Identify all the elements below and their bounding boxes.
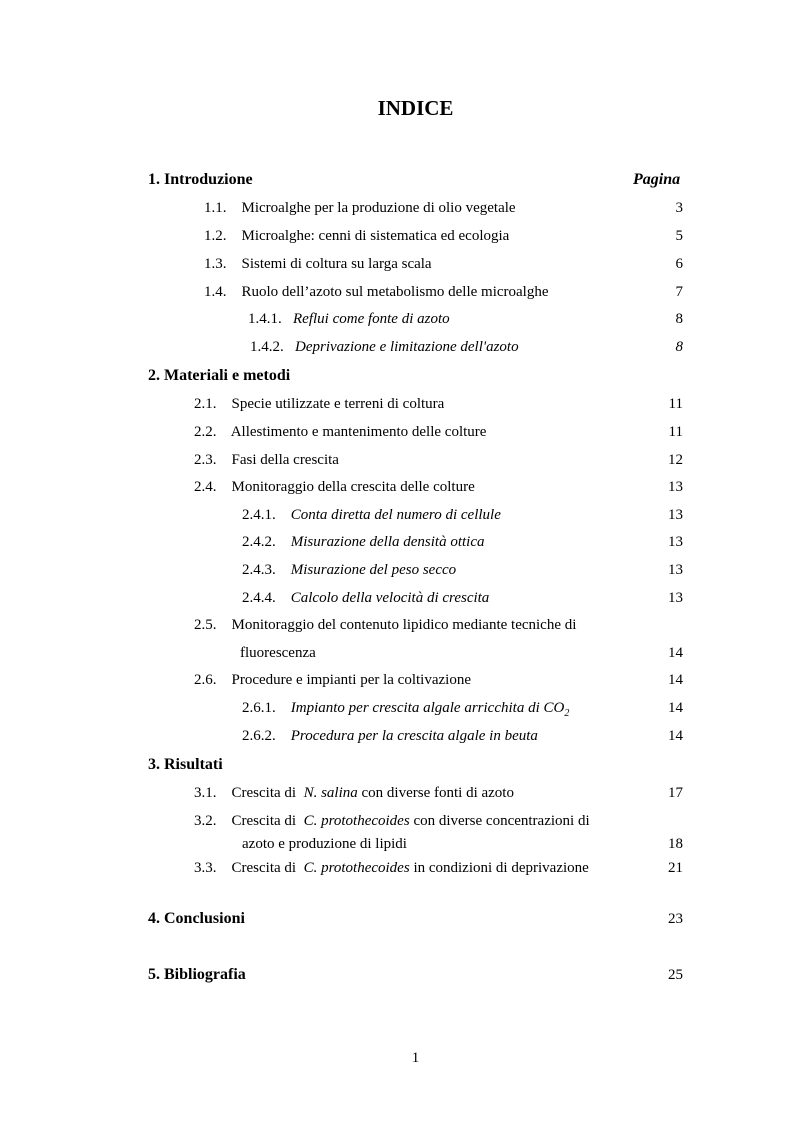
section-page: 23 xyxy=(668,911,683,927)
entry-page: 14 xyxy=(668,672,683,688)
entry-text: Conta diretta del numero di cellule xyxy=(290,507,501,523)
toc-entry xyxy=(204,284,549,301)
toc-entry xyxy=(194,479,475,496)
entry-text: Calcolo della velocità di crescita xyxy=(290,590,490,606)
toc-subentry xyxy=(248,311,450,328)
entry-text: Crescita di xyxy=(231,813,297,829)
entry-text: Specie utilizzate e terreni di coltura xyxy=(231,396,445,412)
entry-number: 2.1. xyxy=(194,396,217,412)
toc-entry xyxy=(194,672,471,689)
entry-page: 11 xyxy=(668,424,683,440)
entry-number: 2.6. xyxy=(194,672,217,688)
entry-text: Allestimento e mantenimento delle colture xyxy=(230,424,487,440)
section-title: 2. Materiali e metodi xyxy=(148,367,291,384)
species-name: N. salina xyxy=(303,785,358,801)
toc-entry xyxy=(194,396,444,413)
entry-page: 11 xyxy=(668,396,683,412)
entry-number: 2.5. xyxy=(194,617,217,633)
toc-entry xyxy=(194,424,486,441)
entry-text: con diverse concentrazioni di xyxy=(413,813,590,829)
entry-text: Reflui come fonte di azoto xyxy=(293,311,450,327)
entry-page: 8 xyxy=(675,311,683,327)
section-title: 3. Risultati xyxy=(148,756,223,773)
entry-text: Deprivazione e limitazione dell'azoto xyxy=(295,339,519,355)
entry-page: 6 xyxy=(675,256,683,272)
entry-number: 2.2. xyxy=(194,424,217,440)
entry-page: 14 xyxy=(668,700,683,716)
section-page: 25 xyxy=(668,967,683,983)
toc-subentry xyxy=(242,728,538,745)
entry-number: 1.4. xyxy=(204,284,227,300)
entry-text-continued: azoto e produzione di lipidi xyxy=(242,836,407,852)
entry-page: 13 xyxy=(668,562,683,578)
entry-text: Ruolo dell’azoto sul metabolismo delle microalghe xyxy=(241,284,549,300)
entry-subscript: 2 xyxy=(564,708,570,719)
entry-page: 13 xyxy=(668,507,683,523)
toc-subentry xyxy=(242,590,489,607)
species-name: C. protothecoides xyxy=(303,860,410,876)
entry-page: 21 xyxy=(668,860,683,876)
toc-subentry xyxy=(242,534,484,551)
entry-page: 12 xyxy=(668,452,683,468)
entry-page: 5 xyxy=(675,228,683,244)
entry-text: Monitoraggio del contenuto lipidico mediante tecniche di xyxy=(231,617,577,633)
entry-text: Microalghe per la produzione di olio vegetale xyxy=(241,200,516,216)
entry-number: 2.4.3. xyxy=(242,562,276,578)
entry-number: 1.1. xyxy=(204,200,227,216)
entry-page: 13 xyxy=(668,590,683,606)
toc-subentry xyxy=(242,700,569,719)
entry-text: Misurazione della densità ottica xyxy=(290,534,485,550)
entry-number: 2.4.2. xyxy=(242,534,276,550)
entry-number: 3.2. xyxy=(194,813,217,829)
species-name: C. protothecoides xyxy=(303,813,410,829)
entry-number: 1.4.1. xyxy=(248,311,282,327)
page-title: INDICE xyxy=(377,96,454,120)
toc-entry xyxy=(204,228,509,245)
entry-page: 14 xyxy=(668,645,683,661)
section-title: 5. Bibliografia xyxy=(148,966,246,983)
entry-text: in condizioni di deprivazione xyxy=(413,860,589,876)
toc-entry xyxy=(204,256,432,273)
entry-number: 3.1. xyxy=(194,785,217,801)
entry-page: 13 xyxy=(668,534,683,550)
entry-number: 1.3. xyxy=(204,256,227,272)
toc-entry xyxy=(194,452,339,469)
entry-number: 2.3. xyxy=(194,452,217,468)
entry-number: 1.4.2. xyxy=(250,339,284,355)
entry-number: 1.2. xyxy=(204,228,227,244)
entry-number: 2.4.4. xyxy=(242,590,276,606)
entry-text: Sistemi di coltura su larga scala xyxy=(241,256,432,272)
entry-text: Misurazione del peso secco xyxy=(290,562,457,578)
toc-entry xyxy=(194,785,514,802)
toc-subentry xyxy=(242,562,456,579)
entry-text: Procedure e impianti per la coltivazione xyxy=(231,672,471,688)
entry-text: Microalghe: cenni di sistematica ed ecologia xyxy=(241,228,510,244)
toc-subentry xyxy=(242,507,501,524)
entry-text: Crescita di xyxy=(231,785,297,801)
entry-page: 14 xyxy=(668,728,683,744)
entry-number: 2.6.2. xyxy=(242,728,276,744)
toc-entry xyxy=(204,200,516,217)
entry-page: 17 xyxy=(668,785,683,801)
entry-page: 8 xyxy=(675,339,683,355)
entry-page: 13 xyxy=(668,479,683,495)
toc-entry xyxy=(194,617,576,634)
entry-text: con diverse fonti di azoto xyxy=(361,785,514,801)
entry-text: Impianto per crescita algale arricchita di CO xyxy=(290,700,565,716)
entry-text: Monitoraggio della crescita delle colture xyxy=(231,479,475,495)
page-column-label: Pagina xyxy=(633,171,681,188)
entry-number: 3.3. xyxy=(194,860,217,876)
entry-page: 3 xyxy=(675,200,683,216)
section-title: 4. Conclusioni xyxy=(148,910,245,927)
entry-number: 2.4.1. xyxy=(242,507,276,523)
toc-entry xyxy=(194,860,589,877)
entry-text: Fasi della crescita xyxy=(231,452,339,468)
entry-text-continued: fluorescenza xyxy=(240,645,316,661)
page-number: 1 xyxy=(411,1050,420,1066)
section-title: 1. Introduzione xyxy=(148,171,253,188)
entry-text: Crescita di xyxy=(231,860,297,876)
entry-number: 2.4. xyxy=(194,479,217,495)
entry-text: Procedura per la crescita algale in beuta xyxy=(290,728,538,744)
toc-subentry xyxy=(250,339,519,356)
entry-page: 18 xyxy=(668,836,683,852)
entry-number: 2.6.1. xyxy=(242,700,276,716)
entry-page: 7 xyxy=(675,284,683,300)
toc-entry xyxy=(194,813,590,830)
